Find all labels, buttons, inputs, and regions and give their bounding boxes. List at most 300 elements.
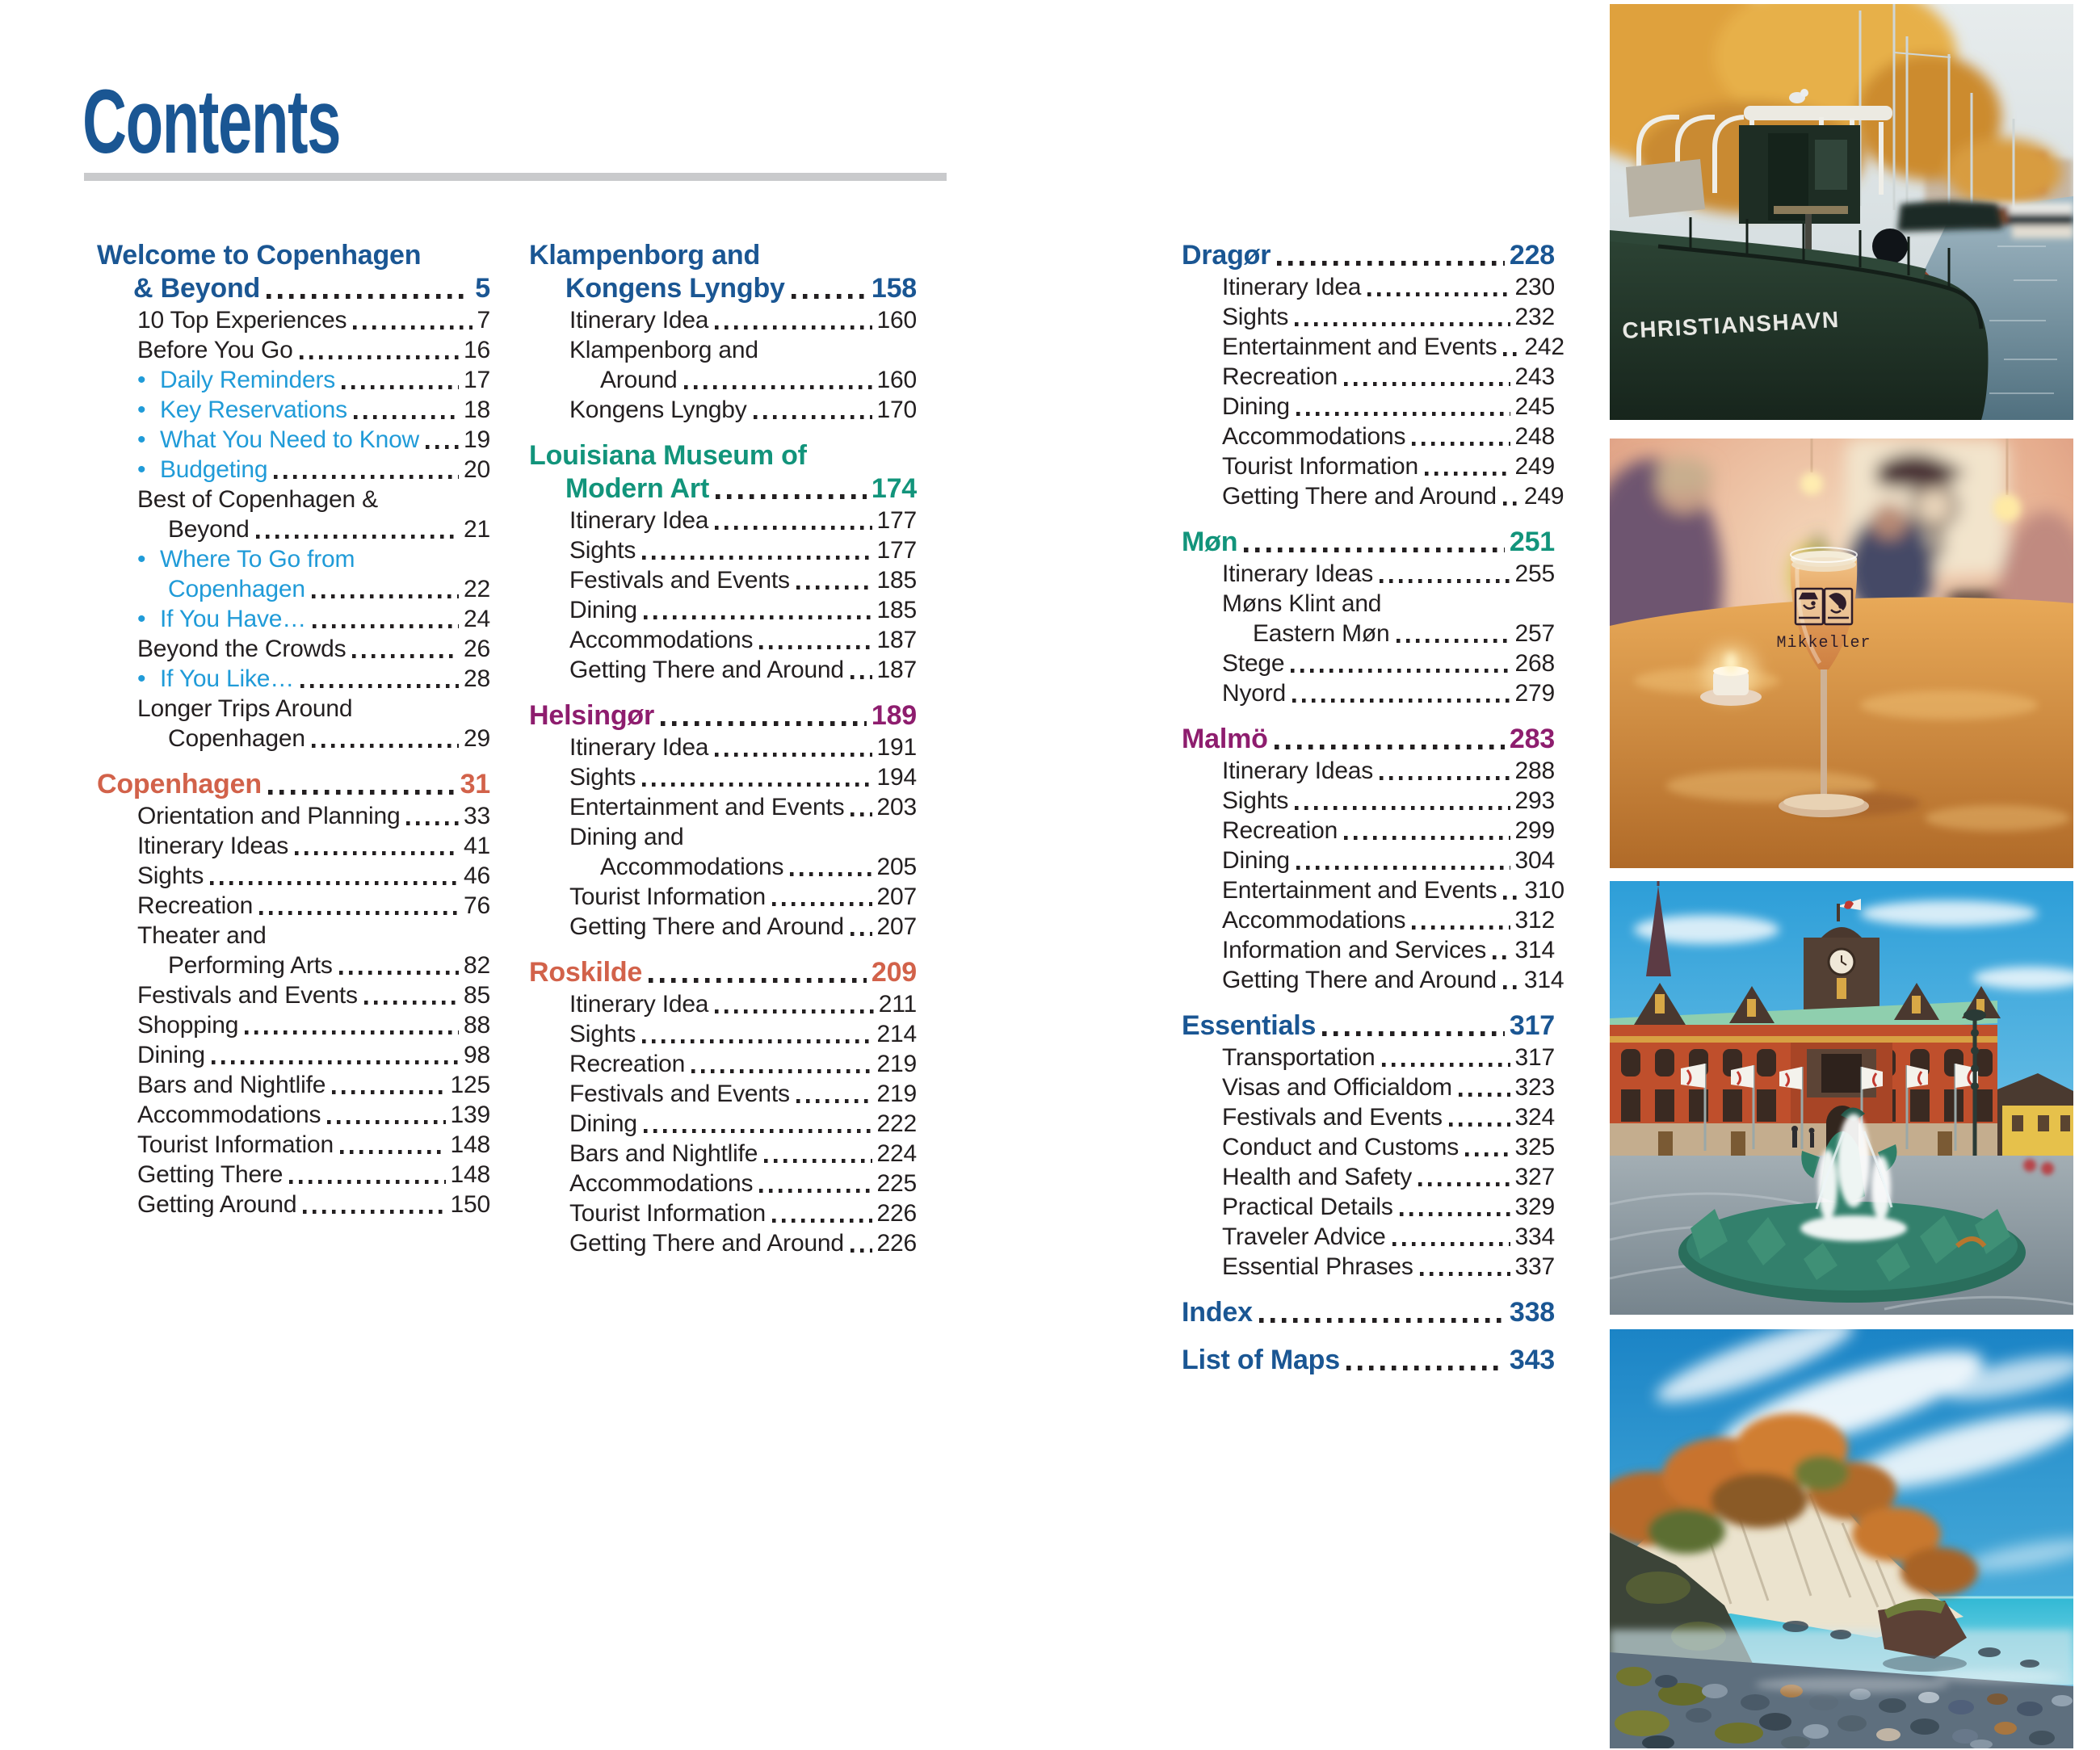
toc-entry bbox=[97, 1190, 490, 1219]
dot-leader bbox=[1412, 925, 1510, 930]
dot-leader bbox=[642, 1039, 872, 1043]
dot-leader bbox=[684, 385, 872, 389]
toc-page-number: 293 bbox=[1514, 787, 1555, 814]
toc-entry-label: Getting There and Around bbox=[569, 913, 844, 940]
dot-leader bbox=[716, 494, 867, 499]
dot-leader bbox=[274, 475, 459, 479]
toc-entry-label: • What You Need to Know bbox=[160, 426, 420, 453]
toc-entry-label: Bars and Nightlife bbox=[137, 1072, 326, 1098]
toc-entry bbox=[1182, 1102, 1555, 1132]
toc-entry-label: Itinerary Ideas bbox=[1222, 757, 1374, 784]
dot-leader bbox=[1380, 579, 1510, 583]
toc-page-number: 160 bbox=[876, 367, 917, 393]
toc-entry bbox=[529, 852, 917, 882]
dot-leader bbox=[1259, 1318, 1505, 1323]
dot-leader bbox=[1244, 548, 1505, 552]
toc-entry-label: Shopping bbox=[137, 1012, 239, 1039]
toc-entry bbox=[1182, 756, 1555, 786]
toc-entry-label: Theater and bbox=[137, 922, 267, 949]
toc-page-number: 46 bbox=[464, 862, 490, 889]
dot-leader bbox=[332, 1090, 445, 1094]
toc-page-number: 249 bbox=[1523, 483, 1564, 510]
toc-entry-label: Bars and Nightlife bbox=[569, 1140, 758, 1167]
toc-entry-label: Helsingør bbox=[529, 700, 655, 731]
toc-entry bbox=[97, 664, 490, 694]
toc-entry-label: Before You Go bbox=[137, 337, 293, 363]
toc-entry-label: Sights bbox=[569, 537, 636, 564]
photo-mons-klint-cliffs bbox=[1610, 1329, 2073, 1748]
toc-entry-label: & Beyond bbox=[133, 273, 261, 304]
toc-entry bbox=[1182, 239, 1555, 272]
dot-leader bbox=[796, 585, 872, 590]
toc-entry bbox=[529, 1019, 917, 1049]
toc-entry-label: Recreation bbox=[1222, 817, 1338, 844]
dot-leader bbox=[649, 978, 867, 983]
toc-entry-label: Tourist Information bbox=[569, 883, 766, 910]
toc-page-number: 338 bbox=[1509, 1297, 1555, 1328]
toc-entry-label: Visas and Officialdom bbox=[1222, 1074, 1452, 1101]
toc-entry bbox=[529, 335, 917, 365]
dot-leader bbox=[754, 415, 872, 419]
toc-entry bbox=[1182, 392, 1555, 422]
toc-page-number: 219 bbox=[876, 1081, 917, 1107]
toc-entry-label: Accommodations bbox=[1222, 423, 1406, 450]
toc-page-number: 334 bbox=[1514, 1223, 1555, 1250]
toc-page-number: 232 bbox=[1514, 304, 1555, 330]
dot-leader bbox=[764, 1159, 872, 1163]
dot-leader bbox=[715, 325, 872, 329]
dot-leader bbox=[1396, 639, 1510, 643]
dot-leader bbox=[1449, 1123, 1510, 1127]
toc-column-1 bbox=[97, 239, 490, 1219]
toc-entry bbox=[97, 335, 490, 365]
dot-leader bbox=[256, 535, 459, 539]
toc-entry-label: Index bbox=[1182, 1297, 1253, 1328]
toc-entry bbox=[1182, 451, 1555, 481]
toc-page-number: 41 bbox=[464, 833, 490, 859]
toc-page-number: 7 bbox=[477, 307, 490, 334]
dot-leader bbox=[259, 911, 459, 915]
toc-entry-label: 10 Top Experiences bbox=[137, 307, 347, 334]
toc-entry-label: Itinerary Idea bbox=[569, 734, 709, 761]
toc-page-number: 160 bbox=[876, 307, 917, 334]
toc-entry-label: Entertainment and Events bbox=[1222, 877, 1497, 904]
malmo-square-image bbox=[1610, 881, 2073, 1315]
toc-entry-label: Itinerary Idea bbox=[569, 307, 709, 334]
toc-entry bbox=[1182, 362, 1555, 392]
toc-page-number: 98 bbox=[464, 1042, 490, 1068]
toc-entry-label: Practical Details bbox=[1222, 1194, 1393, 1220]
toc-entry-label: Dining bbox=[1222, 393, 1290, 420]
toc-entry bbox=[529, 699, 917, 732]
toc-entry bbox=[529, 732, 917, 762]
toc-page-number: 279 bbox=[1514, 680, 1555, 707]
toc-entry-label: Eastern Møn bbox=[1253, 620, 1390, 647]
toc-entry bbox=[97, 455, 490, 485]
dot-leader bbox=[1459, 1093, 1510, 1097]
dot-leader bbox=[268, 790, 456, 795]
toc-entry bbox=[97, 861, 490, 891]
toc-entry-label: Accommodations bbox=[569, 627, 754, 653]
dot-leader bbox=[850, 675, 872, 679]
toc-entry-label: Itinerary Idea bbox=[1222, 274, 1362, 300]
toc-page-number: 243 bbox=[1514, 363, 1555, 390]
toc-entry-label: Copenhagen bbox=[97, 769, 262, 799]
toc-entry bbox=[1182, 481, 1564, 511]
toc-page-number: 312 bbox=[1514, 907, 1555, 934]
toc-entry bbox=[529, 439, 917, 472]
toc-entry-label: Essential Phrases bbox=[1222, 1253, 1413, 1280]
dot-leader bbox=[1380, 776, 1510, 780]
toc-entry bbox=[529, 762, 917, 792]
dot-leader bbox=[1291, 669, 1510, 673]
dot-leader bbox=[644, 1129, 872, 1133]
toc-page-number: 76 bbox=[464, 892, 490, 919]
dot-leader bbox=[303, 1210, 445, 1214]
toc-entry bbox=[1182, 526, 1555, 559]
toc-entry bbox=[1182, 1072, 1555, 1102]
toc-entry bbox=[1182, 1043, 1555, 1072]
toc-page-number: 28 bbox=[464, 665, 490, 692]
toc-entry bbox=[529, 989, 917, 1019]
toc-entry-label: Essentials bbox=[1182, 1010, 1317, 1041]
toc-page-number: 225 bbox=[876, 1170, 917, 1197]
toc-entry-label: Orientation and Planning bbox=[137, 803, 401, 829]
toc-page-number: 288 bbox=[1514, 757, 1555, 784]
dot-leader bbox=[1296, 412, 1510, 416]
toc-entry-label: Roskilde bbox=[529, 957, 643, 988]
toc-entry bbox=[1182, 272, 1555, 302]
toc-entry bbox=[97, 694, 490, 724]
dot-leader bbox=[642, 556, 872, 560]
dot-leader bbox=[300, 355, 459, 359]
toc-entry bbox=[529, 595, 917, 625]
toc-entry bbox=[97, 365, 490, 395]
toc-column-3 bbox=[1182, 239, 1564, 1377]
toc-page-number: 148 bbox=[450, 1131, 490, 1158]
dot-leader bbox=[1503, 501, 1519, 506]
dot-leader bbox=[352, 654, 459, 658]
dot-leader bbox=[1322, 1031, 1505, 1036]
toc-page-number: 325 bbox=[1514, 1134, 1555, 1160]
boat-name-text: CHRISTIANSHAVN bbox=[1621, 306, 1841, 343]
toc-entry bbox=[1182, 422, 1555, 451]
toc-page-number: 224 bbox=[876, 1140, 917, 1167]
toc-entry bbox=[1182, 1296, 1555, 1329]
toc-entry-label: Accommodations bbox=[137, 1102, 321, 1128]
toc-entry bbox=[97, 544, 490, 574]
toc-entry-label: Entertainment and Events bbox=[569, 794, 845, 820]
toc-entry-label: Conduct and Customs bbox=[1222, 1134, 1460, 1160]
toc-entry-label: Getting There and Around bbox=[569, 657, 844, 683]
photo-malmo-town-hall bbox=[1610, 881, 2073, 1315]
toc-entry-label: Around bbox=[600, 367, 678, 393]
toc-entry bbox=[1182, 619, 1555, 648]
toc-page-number: 185 bbox=[876, 567, 917, 594]
toc-entry-label: Getting There and Around bbox=[569, 1230, 844, 1257]
toc-entry-label: Traveler Advice bbox=[1222, 1223, 1386, 1250]
toc-page-number: 177 bbox=[876, 537, 917, 564]
toc-page-number: 304 bbox=[1514, 847, 1555, 874]
toc-page-number: 82 bbox=[464, 952, 490, 979]
toc-entry bbox=[1182, 723, 1555, 756]
toc-entry-label: Getting Around bbox=[137, 1191, 297, 1218]
toc-entry bbox=[1182, 935, 1555, 965]
toc-page-number: 248 bbox=[1514, 423, 1555, 450]
toc-entry bbox=[529, 395, 917, 425]
toc-entry-label: Best of Copenhagen & bbox=[137, 486, 378, 513]
dot-leader bbox=[661, 721, 867, 726]
toc-entry-label: Getting There and Around bbox=[1222, 483, 1497, 510]
toc-page-number: 242 bbox=[1524, 334, 1564, 360]
toc-page-number: 299 bbox=[1514, 817, 1555, 844]
page-title: Contents bbox=[82, 71, 341, 172]
dot-leader bbox=[850, 932, 872, 936]
toc-entry-label: Klampenborg and bbox=[569, 337, 758, 363]
toc-page-number: 18 bbox=[464, 397, 490, 423]
dot-leader bbox=[1425, 472, 1510, 476]
toc-entry-label: Accommodations bbox=[600, 854, 784, 880]
toc-page-number: 251 bbox=[1509, 527, 1555, 557]
toc-page-number: 214 bbox=[876, 1021, 917, 1047]
toc-page-number: 85 bbox=[464, 982, 490, 1009]
dot-leader bbox=[340, 1150, 446, 1154]
toc-entry-label: • Daily Reminders bbox=[160, 367, 336, 393]
toc-entry-label: Beyond bbox=[168, 516, 250, 543]
dot-leader bbox=[1465, 1152, 1510, 1156]
toc-entry bbox=[97, 239, 490, 272]
toc-page-number: 283 bbox=[1509, 724, 1555, 754]
toc-entry bbox=[529, 956, 917, 989]
toc-page-number: 187 bbox=[876, 627, 917, 653]
dot-leader bbox=[295, 851, 459, 855]
toc-entry bbox=[97, 272, 490, 305]
toc-entry-label: Louisiana Museum of bbox=[529, 440, 807, 471]
toc-entry bbox=[97, 1010, 490, 1040]
dot-leader bbox=[1344, 836, 1510, 840]
toc-page-number: 189 bbox=[871, 700, 917, 731]
toc-page-number: 33 bbox=[464, 803, 490, 829]
toc-entry-label: Transportation bbox=[1222, 1044, 1376, 1071]
toc-entry bbox=[97, 395, 490, 425]
toc-entry-label: Dragør bbox=[1182, 240, 1271, 271]
dot-leader bbox=[267, 294, 470, 299]
toc-page-number: 207 bbox=[876, 913, 917, 940]
toc-page-number: 343 bbox=[1509, 1345, 1555, 1375]
toc-entry-label: Stege bbox=[1222, 650, 1285, 677]
dot-leader bbox=[790, 872, 872, 876]
dot-leader bbox=[772, 1219, 872, 1223]
toc-page-number: 317 bbox=[1514, 1044, 1555, 1071]
toc-entry bbox=[97, 1040, 490, 1070]
toc-entry-label: Dining and bbox=[569, 824, 684, 850]
toc-entry bbox=[529, 1049, 917, 1079]
toc-entry-label: Malmö bbox=[1182, 724, 1268, 754]
dot-leader bbox=[353, 325, 472, 329]
dot-leader bbox=[289, 1180, 445, 1184]
toc-page-number: 170 bbox=[876, 397, 917, 423]
toc-page-number: 174 bbox=[871, 473, 917, 504]
toc-page-number: 29 bbox=[464, 725, 490, 752]
dot-leader bbox=[715, 1009, 873, 1013]
toc-entry bbox=[529, 912, 917, 942]
title-rule bbox=[84, 173, 947, 181]
dot-leader bbox=[759, 1189, 872, 1193]
toc-entry bbox=[97, 514, 490, 544]
toc-entry-label: Recreation bbox=[1222, 363, 1338, 390]
toc-page-number: 203 bbox=[876, 794, 917, 820]
mikkeller-bar-image bbox=[1610, 439, 2073, 868]
toc-page-number: 16 bbox=[464, 337, 490, 363]
toc-entry-label: • If You Like… bbox=[160, 665, 295, 692]
toc-page-number: 22 bbox=[464, 576, 490, 602]
toc-page-number: 255 bbox=[1514, 560, 1555, 587]
toc-entry-label: Festivals and Events bbox=[569, 567, 790, 594]
toc-page-number: 211 bbox=[878, 991, 917, 1018]
toc-entry-label: Kongens Lyngby bbox=[569, 397, 747, 423]
toc-page-number: 205 bbox=[876, 854, 917, 880]
toc-page-number: 26 bbox=[464, 636, 490, 662]
toc-entry bbox=[97, 921, 490, 951]
toc-page-number: 327 bbox=[1514, 1164, 1555, 1190]
toc-entry-label: Itinerary Idea bbox=[569, 507, 709, 534]
toc-entry-label: Sights bbox=[569, 1021, 636, 1047]
dot-leader bbox=[796, 1099, 872, 1103]
toc-entry bbox=[529, 655, 917, 685]
toc-page-number: 191 bbox=[876, 734, 917, 761]
toc-page-number: 31 bbox=[460, 769, 490, 799]
toc-entry bbox=[1182, 786, 1555, 816]
dot-leader bbox=[1277, 261, 1505, 266]
toc-page-number: 219 bbox=[876, 1051, 917, 1077]
toc-entry-label: Kongens Lyngby bbox=[565, 273, 785, 304]
toc-entry bbox=[529, 272, 917, 305]
toc-entry bbox=[97, 425, 490, 455]
toc-page-number: 17 bbox=[464, 367, 490, 393]
toc-entry bbox=[1182, 1162, 1555, 1192]
toc-entry-label: Sights bbox=[1222, 304, 1289, 330]
toc-entry bbox=[1182, 648, 1555, 678]
toc-entry bbox=[529, 239, 917, 272]
toc-entry bbox=[1182, 875, 1564, 905]
toc-entry-label: Sights bbox=[569, 764, 636, 791]
toc-entry bbox=[97, 891, 490, 921]
dot-leader bbox=[1346, 1366, 1505, 1370]
toc-page-number: 230 bbox=[1514, 274, 1555, 300]
toc-entry bbox=[1182, 1009, 1555, 1043]
toc-entry bbox=[1182, 965, 1564, 995]
toc-entry bbox=[1182, 678, 1555, 708]
toc-entry bbox=[1182, 302, 1555, 332]
dot-leader bbox=[300, 684, 459, 688]
dot-leader bbox=[312, 594, 459, 598]
toc-entry bbox=[1182, 1252, 1555, 1282]
toc-entry-label: Festivals and Events bbox=[1222, 1104, 1443, 1131]
toc-entry-label: Itinerary Ideas bbox=[1222, 560, 1374, 587]
mikkeller-logo-text: Mikkeller bbox=[1776, 634, 1871, 653]
dot-leader bbox=[1400, 1212, 1510, 1216]
toc-entry-label: Performing Arts bbox=[168, 952, 333, 979]
toc-entry bbox=[1182, 332, 1564, 362]
toc-entry-label: • If You Have… bbox=[160, 606, 307, 632]
toc-entry-label: Dining bbox=[569, 1110, 637, 1137]
toc-page-number: 187 bbox=[876, 657, 917, 683]
toc-entry-label: Accommodations bbox=[1222, 907, 1406, 934]
toc-page-number: 337 bbox=[1514, 1253, 1555, 1280]
toc-page-number: 245 bbox=[1514, 393, 1555, 420]
toc-entry bbox=[97, 1100, 490, 1130]
dot-leader bbox=[406, 821, 459, 825]
toc-entry bbox=[1182, 1132, 1555, 1162]
toc-entry bbox=[97, 485, 490, 514]
dot-leader bbox=[1344, 382, 1510, 386]
dot-leader bbox=[644, 615, 872, 619]
dot-leader bbox=[354, 415, 459, 419]
toc-entry-label: Recreation bbox=[137, 892, 254, 919]
toc-entry bbox=[529, 1198, 917, 1228]
toc-entry-label: Festivals and Events bbox=[569, 1081, 790, 1107]
toc-entry-label: Welcome to Copenhagen bbox=[97, 240, 422, 271]
toc-entry-label: Tourist Information bbox=[137, 1131, 334, 1158]
toc-column-2 bbox=[529, 239, 917, 1258]
toc-entry bbox=[1182, 1344, 1555, 1377]
toc-entry-label: Klampenborg and bbox=[529, 240, 761, 271]
toc-entry-label: Dining bbox=[569, 597, 637, 623]
christianshavn-canal-image bbox=[1610, 4, 2073, 420]
photo-christianshavn-houseboat bbox=[1610, 4, 2073, 420]
dot-leader bbox=[1503, 352, 1519, 356]
toc-entry bbox=[97, 724, 490, 753]
toc-entry-label: Dining bbox=[137, 1042, 205, 1068]
toc-entry-label: Tourist Information bbox=[1222, 453, 1418, 480]
toc-entry bbox=[529, 1079, 917, 1109]
toc-entry-label: Getting There and Around bbox=[1222, 967, 1497, 993]
photo-mikkeller-beer-glass bbox=[1610, 439, 2073, 868]
toc-page-number: 207 bbox=[876, 883, 917, 910]
dot-leader bbox=[426, 445, 459, 449]
toc-page-number: 185 bbox=[876, 597, 917, 623]
dot-leader bbox=[715, 526, 872, 530]
toc-entry bbox=[97, 1160, 490, 1190]
toc-page-number: 324 bbox=[1514, 1104, 1555, 1131]
toc-entry-label: Itinerary Ideas bbox=[137, 833, 289, 859]
toc-entry bbox=[529, 625, 917, 655]
toc-entry-label: Getting There bbox=[137, 1161, 284, 1188]
dot-leader bbox=[1296, 866, 1510, 870]
toc-entry-label: Copenhagen bbox=[168, 576, 305, 602]
toc-entry bbox=[529, 1139, 917, 1169]
toc-page-number: 228 bbox=[1509, 240, 1555, 271]
toc-entry bbox=[97, 1130, 490, 1160]
toc-page-number: 24 bbox=[464, 606, 490, 632]
toc-page-number: 177 bbox=[876, 507, 917, 534]
toc-entry-label: • Budgeting bbox=[160, 456, 268, 483]
toc-page-number: 222 bbox=[876, 1110, 917, 1137]
dot-leader bbox=[691, 1069, 872, 1073]
toc-page-number: 329 bbox=[1514, 1194, 1555, 1220]
toc-entry bbox=[529, 535, 917, 565]
toc-page-number: 158 bbox=[871, 273, 917, 304]
toc-entry bbox=[529, 792, 917, 822]
toc-entry bbox=[529, 565, 917, 595]
toc-entry bbox=[529, 506, 917, 535]
dot-leader bbox=[850, 812, 872, 816]
dot-leader bbox=[792, 294, 867, 299]
dot-leader bbox=[1418, 1182, 1510, 1186]
toc-page-number: 88 bbox=[464, 1012, 490, 1039]
toc-entry bbox=[529, 305, 917, 335]
toc-page-number: 226 bbox=[876, 1200, 917, 1227]
